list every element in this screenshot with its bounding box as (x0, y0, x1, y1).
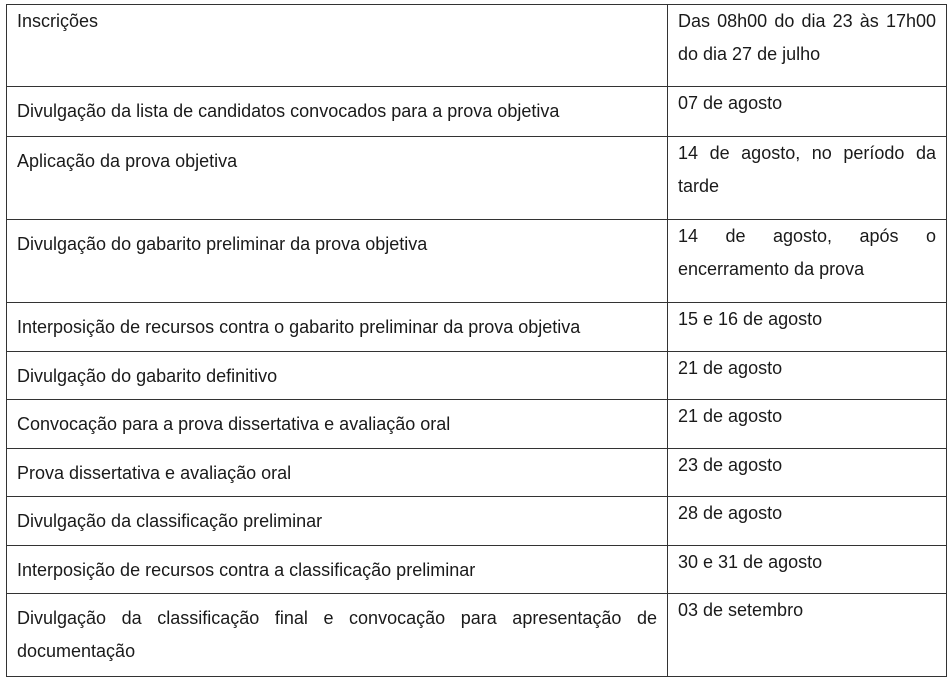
date-label: 21 de agosto (678, 406, 783, 426)
event-label: Interposição de recursos contra o gabarito preliminar da prova objetiva (17, 317, 581, 337)
date-cell (668, 449, 947, 497)
table-row (7, 303, 947, 352)
event-cell (7, 400, 668, 449)
event-cell (7, 594, 668, 677)
event-cell (7, 220, 668, 303)
event-cell (7, 546, 668, 594)
event-cell (7, 5, 668, 87)
date-label: 28 de agosto (678, 503, 783, 523)
date-cell (668, 594, 947, 677)
date-label: 23 de agosto (678, 455, 783, 475)
table-row (7, 352, 947, 400)
date-cell (668, 400, 947, 449)
date-label: 03 de setembro (678, 600, 804, 620)
event-cell (7, 137, 668, 220)
date-cell (668, 546, 947, 594)
event-cell (7, 449, 668, 497)
event-cell (7, 87, 668, 137)
date-label: 21 de agosto (678, 358, 783, 378)
table-row (7, 400, 947, 449)
date-cell (668, 137, 947, 220)
date-label: 14 de agosto, após o encerramento da prova (678, 226, 936, 279)
date-cell (668, 5, 947, 87)
date-cell (668, 303, 947, 352)
event-label: Divulgação do gabarito preliminar da prova objetiva (17, 234, 428, 254)
date-cell (668, 220, 947, 303)
event-label: Convocação para a prova dissertativa e avaliação oral (17, 414, 451, 434)
table-row (7, 546, 947, 594)
date-label: 07 de agosto (678, 93, 783, 113)
table-row (7, 220, 947, 303)
date-label: 14 de agosto, no período da tarde (678, 143, 936, 196)
schedule-table (6, 4, 947, 677)
date-cell (668, 87, 947, 137)
table-row (7, 5, 947, 87)
table-row (7, 594, 947, 677)
event-label: Divulgação da lista de candidatos convocados para a prova objetiva (17, 101, 560, 121)
date-label: 30 e 31 de agosto (678, 552, 823, 572)
table-row (7, 449, 947, 497)
event-label: Prova dissertativa e avaliação oral (17, 463, 292, 483)
event-cell (7, 497, 668, 546)
table-row (7, 137, 947, 220)
date-cell (668, 497, 947, 546)
event-label: Divulgação da classificação preliminar (17, 511, 323, 531)
event-label: Divulgação da classificação final e convocação para apresentação de documentação (17, 608, 657, 661)
event-label: Interposição de recursos contra a classificação preliminar (17, 560, 476, 580)
date-label: Das 08h00 do dia 23 às 17h00 do dia 27 de julho (678, 11, 936, 64)
table-row (7, 497, 947, 546)
event-label: Aplicação da prova objetiva (17, 151, 238, 171)
event-label: Divulgação do gabarito definitivo (17, 366, 278, 386)
table-row (7, 87, 947, 137)
event-cell (7, 303, 668, 352)
event-label: Inscrições (17, 11, 99, 31)
date-cell (668, 352, 947, 400)
event-cell (7, 352, 668, 400)
date-label: 15 e 16 de agosto (678, 309, 823, 329)
